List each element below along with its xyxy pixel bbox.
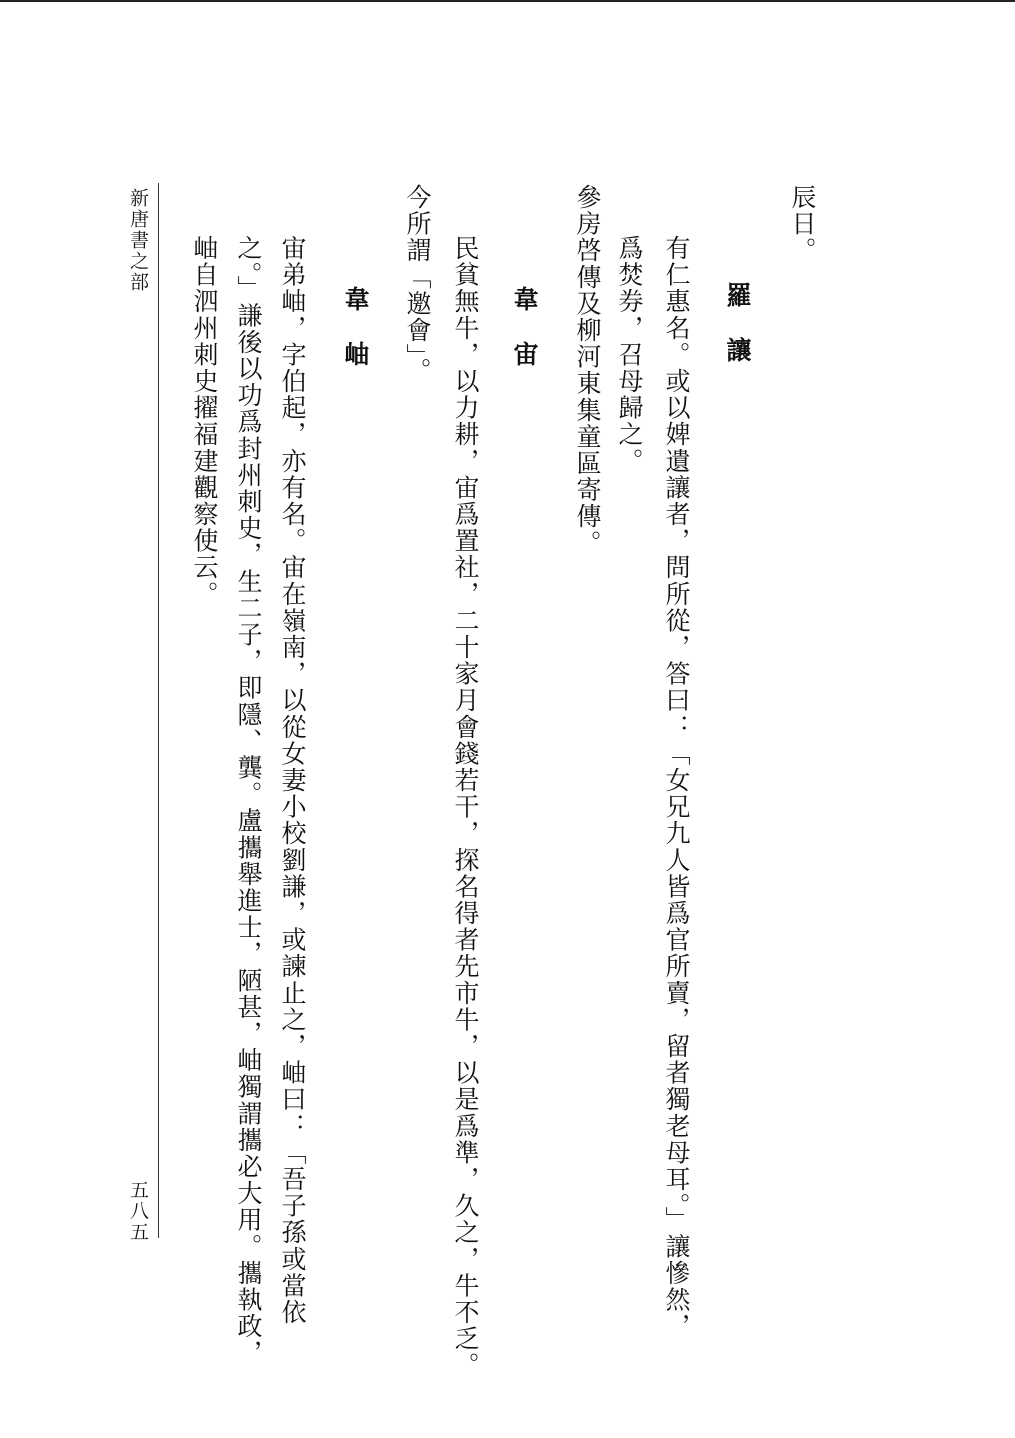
text-column-11: 之。」謙後以功爲封州刺史，生二子，即隱、龔。盧攜舉進士，陋甚，岫獨謂攜必大用。攜執政， bbox=[234, 235, 263, 1367]
text-column-7: 民貧無牛，以力耕，宙爲置社，二十家月會錢若干，探名得者先市牛，以是爲準，久之，牛不乏。 bbox=[451, 235, 480, 1379]
section-heading-wei-xiu: 韋岫 bbox=[341, 286, 370, 396]
text-column-4: 爲焚券，召母歸之。 bbox=[615, 235, 644, 475]
section-heading-wei-zhou: 韋宙 bbox=[510, 286, 539, 396]
text-column-1: 辰日。 bbox=[788, 184, 817, 264]
margin-divider-line bbox=[158, 183, 159, 1238]
book-title: 新唐書之部 bbox=[127, 188, 149, 293]
text-column-12: 岫自泗州刺史擢福建觀察使云。 bbox=[190, 235, 219, 608]
text-column-8: 今所謂「邀會」。 bbox=[403, 184, 432, 385]
page-number: 五八五 bbox=[127, 1180, 149, 1243]
text-column-3: 有仁惠名。或以婢遺讓者，問所從，答曰：「女兄九人皆爲官所賣，留者獨老母耳。」讓慘然， bbox=[662, 235, 691, 1340]
section-heading-luo-rang: 羅讓 bbox=[723, 282, 752, 392]
top-border-line bbox=[0, 0, 1015, 2]
reference-note: 參房啓傳及柳河東集童區寄傳。 bbox=[573, 184, 602, 557]
text-column-10: 宙弟岫，字伯起，亦有名。宙在嶺南，以從女妻小校劉謙，或諫止之，岫曰：「吾子孫或當依 bbox=[278, 235, 307, 1326]
